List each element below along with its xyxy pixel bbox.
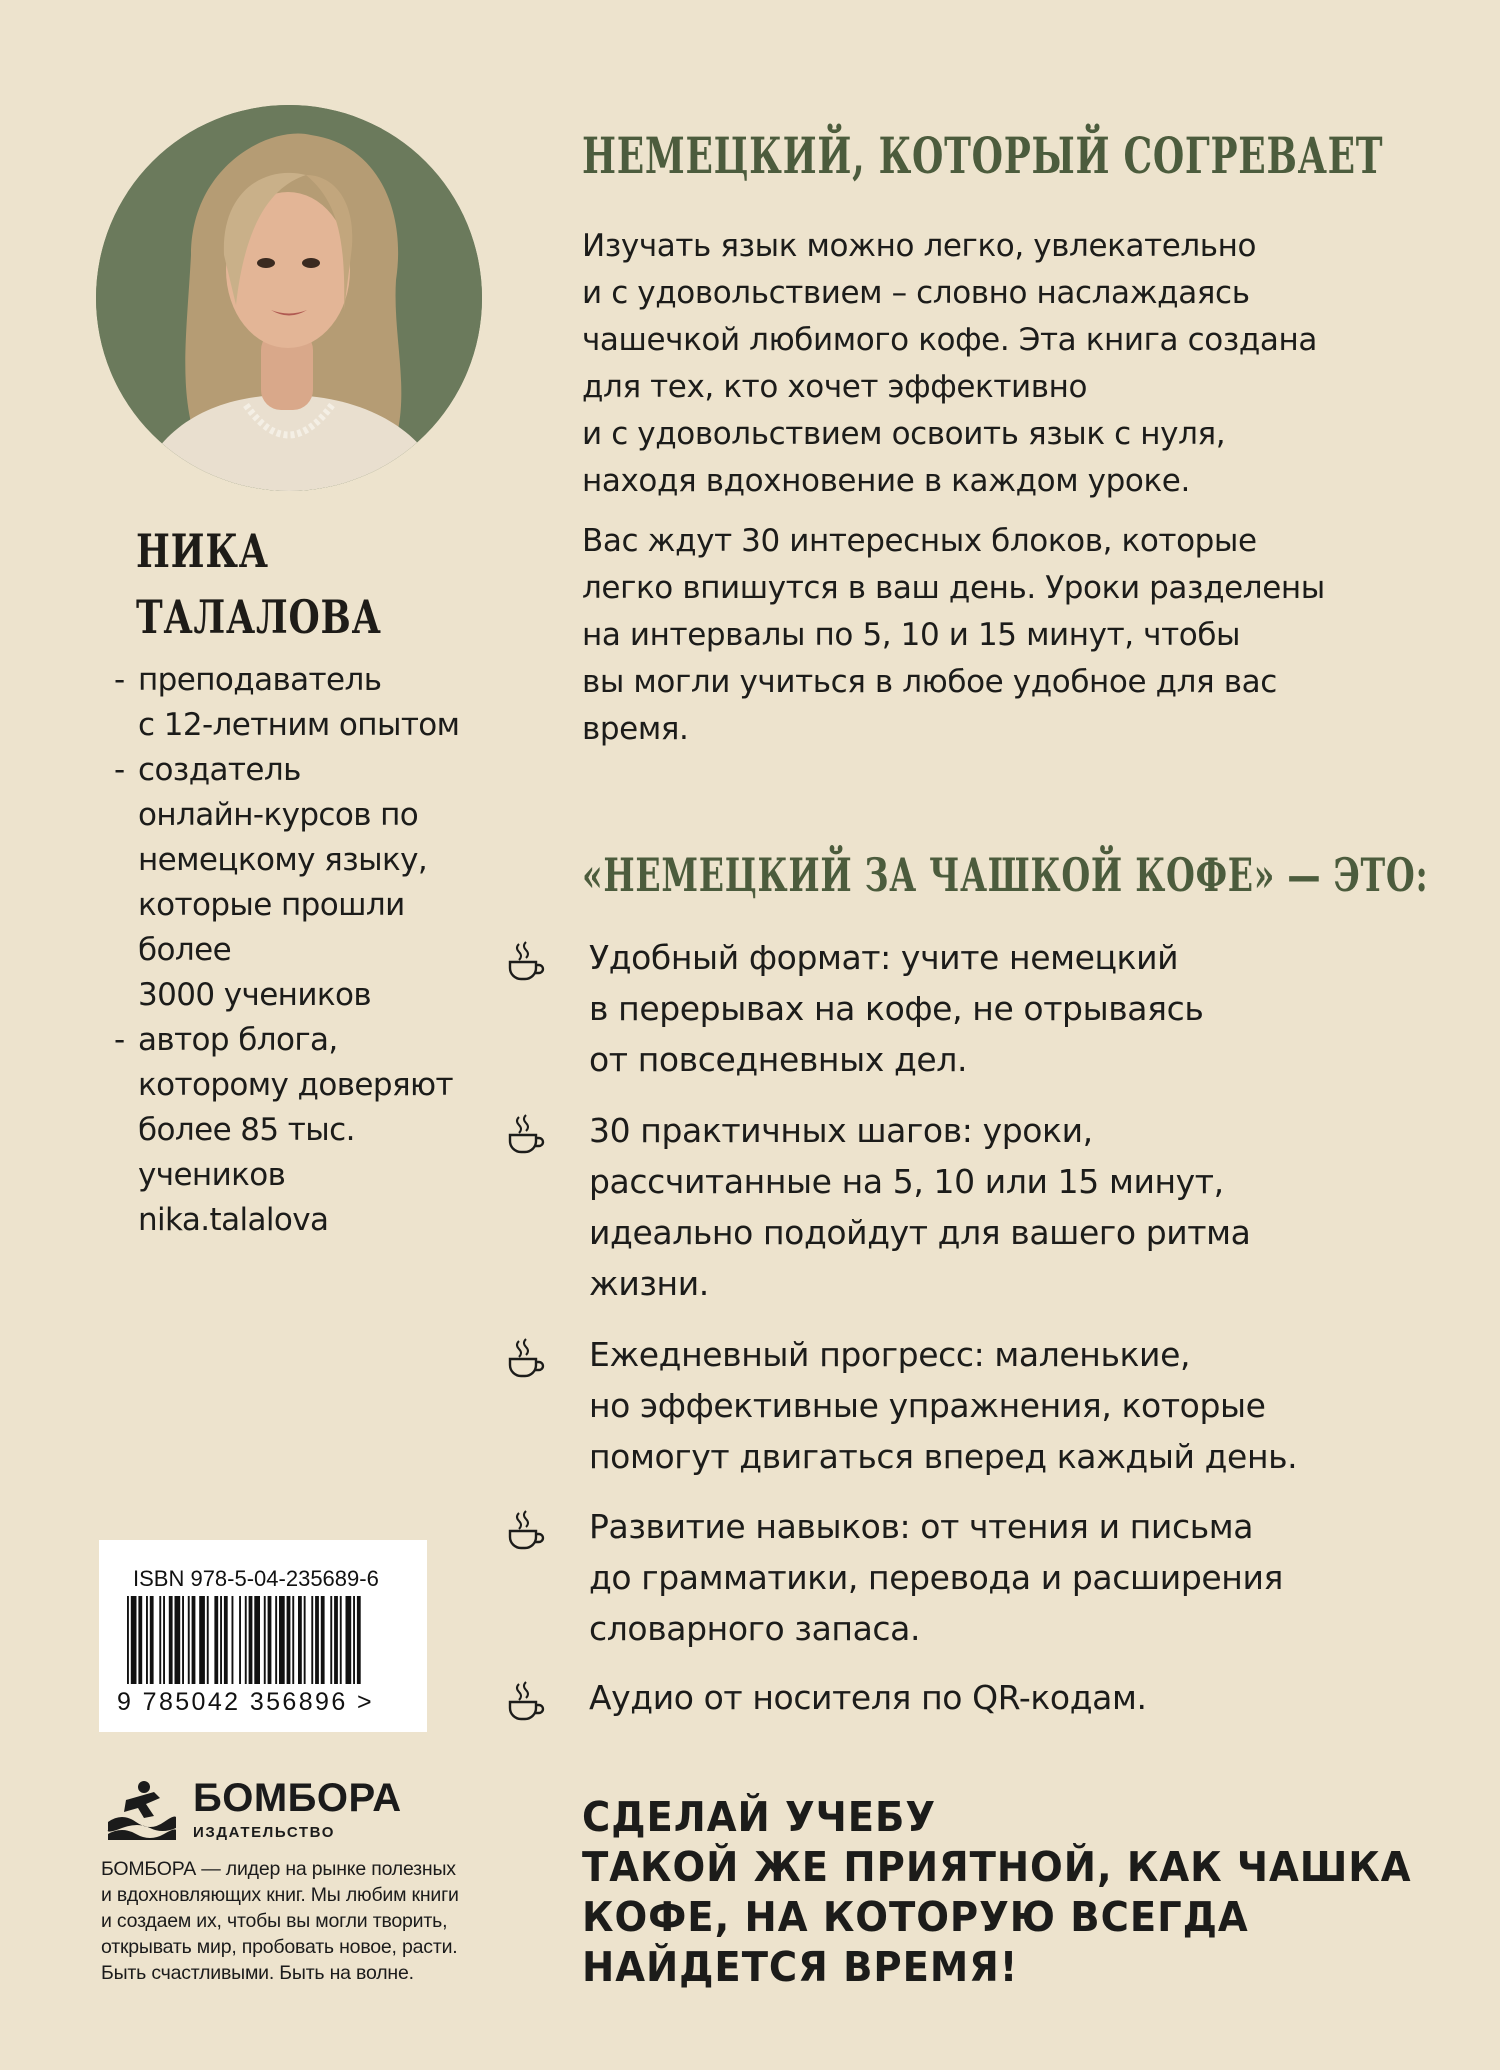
feature-item (505, 932, 1435, 1085)
author-fact-line: 3000 учеников (138, 977, 372, 1013)
paragraph-line: Изучать язык можно легко, увлекательно (582, 228, 1257, 264)
author-name-line-2: ТАЛАЛОВА (136, 590, 382, 644)
barcode-bar (340, 1596, 342, 1684)
barcode-bar (150, 1596, 154, 1684)
cta-line: ТАКОЙ ЖЕ ПРИЯТНОЙ, КАК ЧАШКА (582, 1843, 1412, 1891)
author-fact (114, 748, 494, 1018)
barcode-bar (214, 1596, 218, 1684)
barcode-bar (224, 1596, 228, 1684)
barcode-bar (127, 1596, 129, 1684)
coffee-cup-icon (505, 1113, 545, 1155)
author-fact-line: более 85 тыс. (138, 1112, 355, 1148)
author-photo-illustration (96, 105, 482, 491)
feature-line: Ежедневный прогресс: маленькие, (589, 1335, 1191, 1374)
publisher-name: БОМБОРА (193, 1776, 402, 1820)
barcode-bar (275, 1596, 277, 1684)
barcode-bar (245, 1596, 247, 1684)
author-handle: nika.talalova (138, 1202, 329, 1238)
main-heading: НЕМЕЦКИЙ, КОТОРЫЙ СОГРЕВАЕТ (582, 126, 1384, 185)
publisher-description (101, 1856, 541, 1986)
author-fact (114, 1018, 494, 1198)
barcode-bar (292, 1596, 294, 1684)
paragraph-line: и с удовольствием – словно наслаждаясь (582, 275, 1250, 311)
barcode-bar (346, 1596, 352, 1684)
features-list (505, 932, 1435, 1723)
publisher-description-line: Быть счастливыми. Быть на волне. (101, 1962, 414, 1984)
isbn-barcode (99, 1540, 427, 1732)
barcode-bar (163, 1596, 165, 1684)
barcode-bar (220, 1596, 222, 1684)
barcode-bar (182, 1596, 184, 1684)
feature-line: но эффективные упражнения, которые (589, 1386, 1266, 1425)
coffee-cup-icon (505, 1680, 545, 1722)
paragraph-line: находя вдохновение в каждом уроке. (582, 463, 1190, 499)
paragraph-line: чашечкой любимого кофе. Эта книга создана (582, 322, 1317, 358)
barcode-bar (239, 1596, 241, 1684)
barcode-bar (232, 1596, 234, 1684)
barcode-bar (138, 1596, 142, 1684)
feature-item (505, 1672, 1435, 1723)
paragraph-line: вы могли учиться в любое удобное для вас (582, 664, 1277, 700)
barcode-bar (146, 1596, 148, 1684)
feature-line: словарного запаса. (589, 1609, 921, 1648)
feature-item (505, 1501, 1435, 1654)
barcode-bar (353, 1596, 355, 1684)
feature-line: жизни. (589, 1264, 709, 1303)
feature-line: помогут двигаться вперед каждый день. (589, 1437, 1298, 1476)
author-photo (96, 105, 482, 491)
author-fact-line: более (138, 932, 232, 968)
paragraph-line: на интервалы по 5, 10 и 15 минут, чтобы (582, 617, 1241, 653)
publisher-description-line: и создаем их, чтобы вы могли творить, (101, 1910, 448, 1932)
paragraph-line: время. (582, 711, 689, 747)
intro-paragraph (582, 223, 1422, 505)
author-name-line-1: НИКА (136, 524, 269, 578)
paragraph-line: Вас ждут 30 интересных блоков, которые (582, 523, 1257, 559)
author-fact-line: - создатель (138, 752, 301, 788)
barcode-bar (304, 1596, 306, 1684)
barcode-bar (321, 1596, 325, 1684)
cta-line: СДЕЛАЙ УЧЕБУ (582, 1793, 937, 1841)
author-fact-line: онлайн-курсов по (138, 797, 419, 833)
barcode-bar (192, 1596, 196, 1684)
barcode-bar (207, 1596, 209, 1684)
barcode-bar (175, 1596, 181, 1684)
feature-line: до грамматики, перевода и расширения (589, 1558, 1283, 1597)
author-fact-line: которому доверяют (138, 1067, 453, 1103)
coffee-cup-icon (505, 940, 545, 982)
barcode-bar (357, 1596, 361, 1684)
barcode-bar (268, 1596, 272, 1684)
bombora-logo-icon (104, 1778, 176, 1840)
publisher-subtitle: ИЗДАТЕЛЬСТВО (193, 1824, 335, 1841)
feature-line: идеально подойдут для вашего ритма (589, 1213, 1251, 1252)
author-fact (114, 658, 494, 748)
barcode-bar (131, 1596, 137, 1684)
paragraph-line: и с удовольствием освоить язык с нуля, (582, 416, 1226, 452)
publisher-description-line: БОМБОРА — лидер на рынке полезных (101, 1858, 456, 1880)
barcode-bar (279, 1596, 285, 1684)
barcode-bar (254, 1596, 260, 1684)
cta-line: НАЙДЕТСЯ ВРЕМЯ! (582, 1943, 1019, 1991)
call-to-action (582, 1792, 1428, 1992)
author-facts-list (114, 658, 494, 1243)
barcode-bar (169, 1596, 173, 1684)
feature-line: от повседневных дел. (589, 1040, 968, 1079)
publisher-description-line: и вдохновляющих книг. Мы любим книги (101, 1884, 459, 1906)
feature-line: в перерывах на кофе, не отрываясь (589, 989, 1204, 1028)
barcode-bar (249, 1596, 253, 1684)
feature-item (505, 1105, 1435, 1309)
barcode-bar (188, 1596, 190, 1684)
feature-line: Аудио от носителя по QR-кодам. (589, 1678, 1147, 1717)
barcode-bar (315, 1596, 319, 1684)
feature-line: Развитие навыков: от чтения и письма (589, 1507, 1254, 1546)
author-fact-line: которые прошли (138, 887, 405, 923)
features-heading: «НЕМЕЦКИЙ ЗА ЧАШКОЙ КОФЕ» — ЭТО: (582, 848, 1429, 902)
publisher-description-line: открывать мир, пробовать новое, расти. (101, 1936, 458, 1958)
paragraph-line: для тех, кто хочет эффективно (582, 369, 1088, 405)
author-fact-line: учеников (138, 1157, 286, 1193)
barcode-bars (127, 1596, 412, 1700)
paragraph-line: легко впишутся в ваш день. Уроки разделены (582, 570, 1325, 606)
author-fact-line: немецкому языку, (138, 842, 428, 878)
feature-line: рассчитанные на 5, 10 или 15 минут, (589, 1162, 1224, 1201)
author-name (136, 518, 417, 650)
author-fact-line: - автор блога, (138, 1022, 338, 1058)
isbn-label: ISBN 978-5-04-235689-6 (133, 1566, 379, 1591)
author-fact-line: - преподаватель (138, 662, 382, 698)
blocks-paragraph (582, 518, 1422, 753)
feature-item (505, 1329, 1435, 1482)
barcode-bar (298, 1596, 302, 1684)
barcode-bar (334, 1596, 338, 1684)
coffee-cup-icon (505, 1509, 545, 1551)
feature-line: 30 практичных шагов: уроки, (589, 1111, 1093, 1150)
coffee-cup-icon (505, 1337, 545, 1379)
barcode-bar (330, 1596, 332, 1684)
author-fact-line: с 12-летним опытом (138, 707, 460, 743)
feature-line: Удобный формат: учите немецкий (589, 938, 1179, 977)
barcode-digits: 9 785042 356896 > (117, 1688, 374, 1716)
barcode-bar (159, 1596, 161, 1684)
barcode-bar (199, 1596, 205, 1684)
cta-line: КОФЕ, НА КОТОРУЮ ВСЕГДА (582, 1893, 1249, 1941)
barcode-bar (287, 1596, 291, 1684)
barcode-bar (264, 1596, 266, 1684)
barcode-bar (311, 1596, 313, 1684)
